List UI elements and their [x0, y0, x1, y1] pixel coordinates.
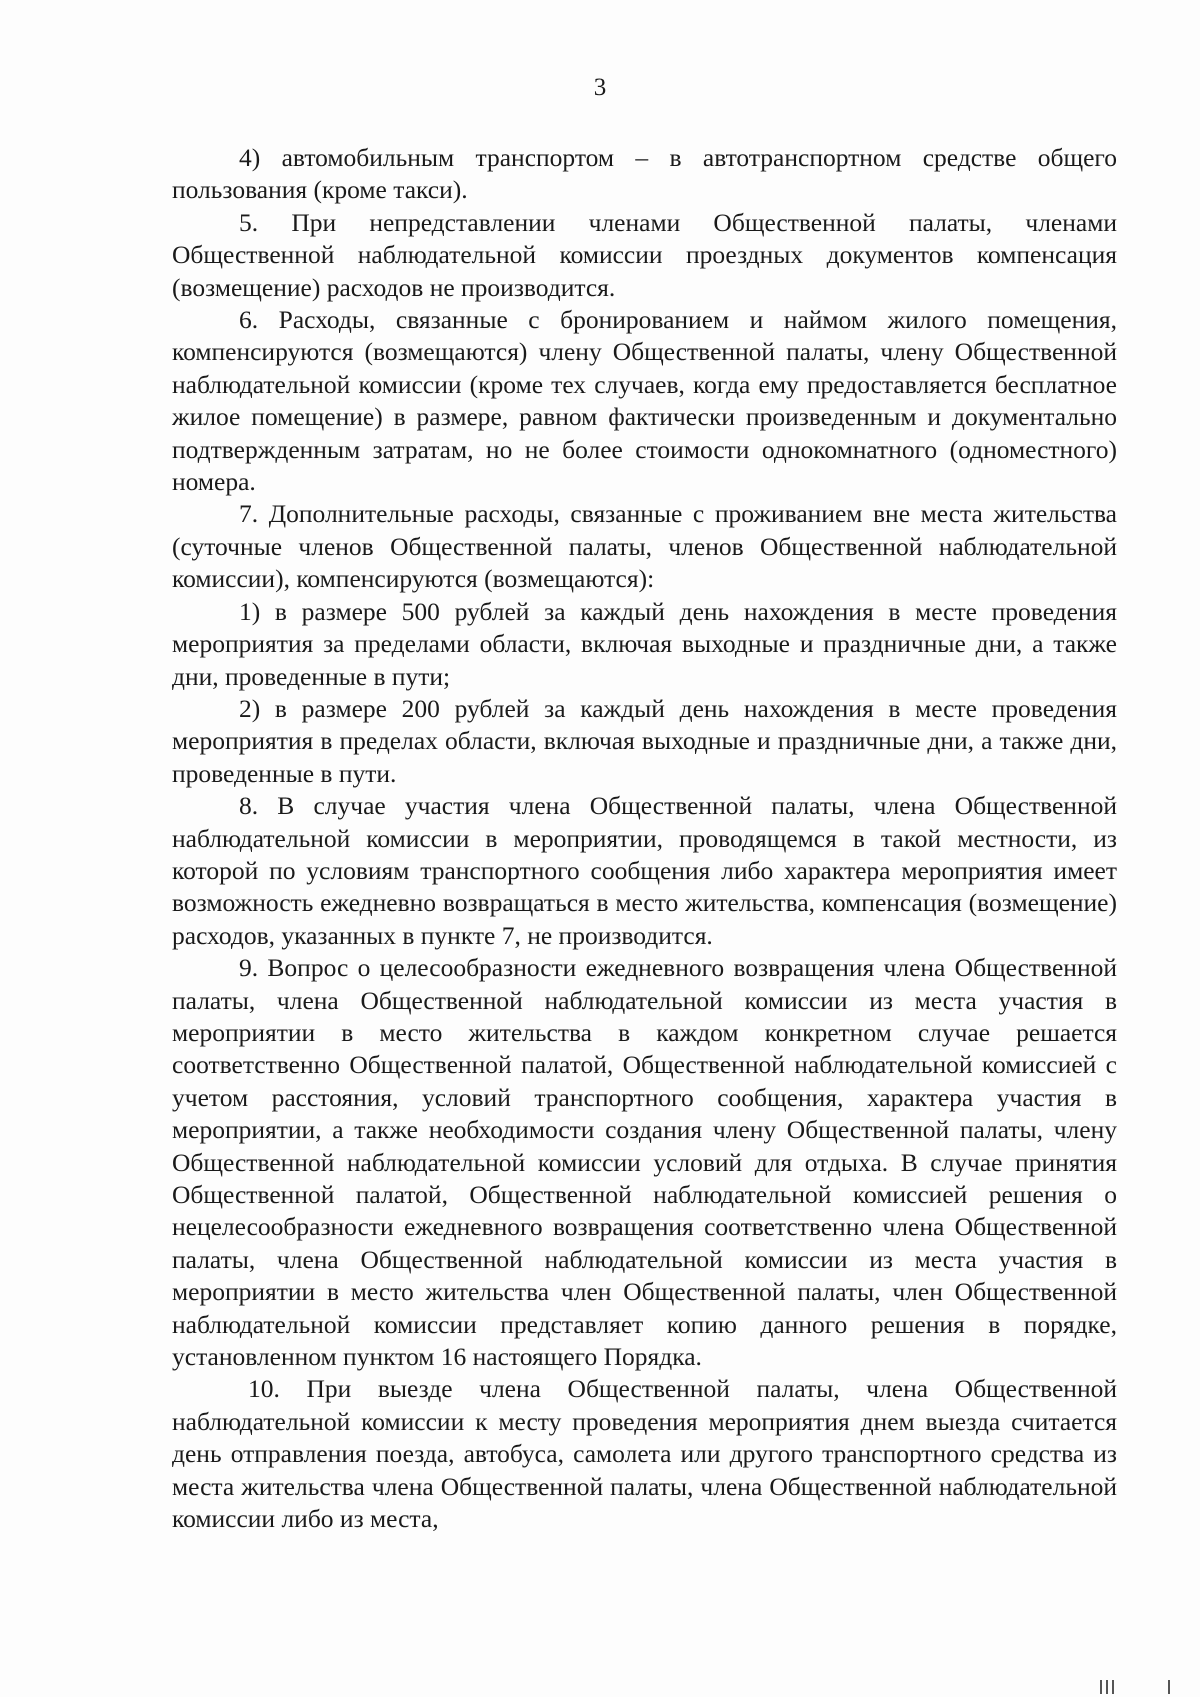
paragraph-7-item-2: 2) в размере 200 рублей за каждый день нахождения в месте проведения мероприятия в пределах области, включая выходные и праздничные дни, а также дни, проведенные в пути. [172, 693, 1117, 788]
page-number: 3 [593, 74, 607, 101]
paragraph-7-item-1: 1) в размере 500 рублей за каждый день нахождения в месте проведения мероприятия за пределами области, включая выходные и праздничные дни, а также дни, проведенные в пути; [172, 596, 1117, 691]
paragraph-10: 10. При выезде члена Общественной палаты, члена Общественной наблюдательной комиссии к месту проведения мероприятия днем выезда считается день отправления поезда, автобуса, самолета или другого транспортного средства из места жительства члена Общественной палаты, члена Общественной наблюдательной комиссии либо из места, [172, 1374, 1117, 1534]
paragraph-6: 6. Расходы, связанные с бронированием и наймом жилого помещения, компенсируются (возмещаются) члену Общественной палаты, члену Общественной наблюдательной комиссии (кроме тех случаев, когда ему предоставляется бесплатное жилое помещение) в размере, равном фактически произведенным и документально подтвержденным затратам, но не более стоимости однокомнатного (одноместного) номера. [172, 305, 1117, 497]
paragraph-5: 5. При непредставлении членами Общественной палаты, членами Общественной наблюдательной комиссии проездных документов компенсация (возмещение) расходов не производится. [172, 207, 1117, 302]
scan-artifact-mark [1100, 1680, 1102, 1694]
scan-artifact-mark [1106, 1680, 1108, 1694]
document-body [172, 142, 1117, 1535]
paragraph-item-4: 4) автомобильным транспортом – в автотранспортном средстве общего пользования (кроме такси). [172, 143, 1117, 205]
scan-artifact-mark [1168, 1680, 1170, 1694]
scan-artifact-mark [1112, 1680, 1114, 1694]
paragraph-8: 8. В случае участия члена Общественной палаты, члена Общественной наблюдательной комиссии в мероприятии, проводящемся в такой местности, из которой по условиям транспортного сообщения либо характера мероприятия имеет возможность ежедневно возвращаться в место жительства, компенсация (возмещение) расходов, указанных в пункте 7, не производится. [172, 791, 1117, 950]
paragraph-9: 9. Вопрос о целесообразности ежедневного возвращения члена Общественной палаты, члена Общественной наблюдательной комиссии из места участия в мероприятии в место жительства в каждом конкретном случае решается соответственно Общественной палатой, Общественной наблюдательной комиссией с учетом расстояния, условий транспортного сообщения, характера участия в мероприятии, а также необходимости создания члену Общественной палаты, члену Общественной наблюдательной комиссии условий для отдыха. В случае принятия Общественной палатой, Общественной наблюдательной комиссией решения о нецелесообразности ежедневного возвращения соответственно члена Общественной палаты, члена Общественной наблюдательной комиссии из места участия в мероприятии в место жительства член Общественной палаты, член Общественной наблюдательной комиссии представляет копию данного решения в порядке, установленном пунктом 16 настоящего Порядка. [172, 953, 1117, 1372]
paragraph-7: 7. Дополнительные расходы, связанные с проживанием вне места жительства (суточные членов Общественной палаты, членов Общественной наблюдательной комиссии), компенсируются (возмещаются): [172, 499, 1117, 594]
